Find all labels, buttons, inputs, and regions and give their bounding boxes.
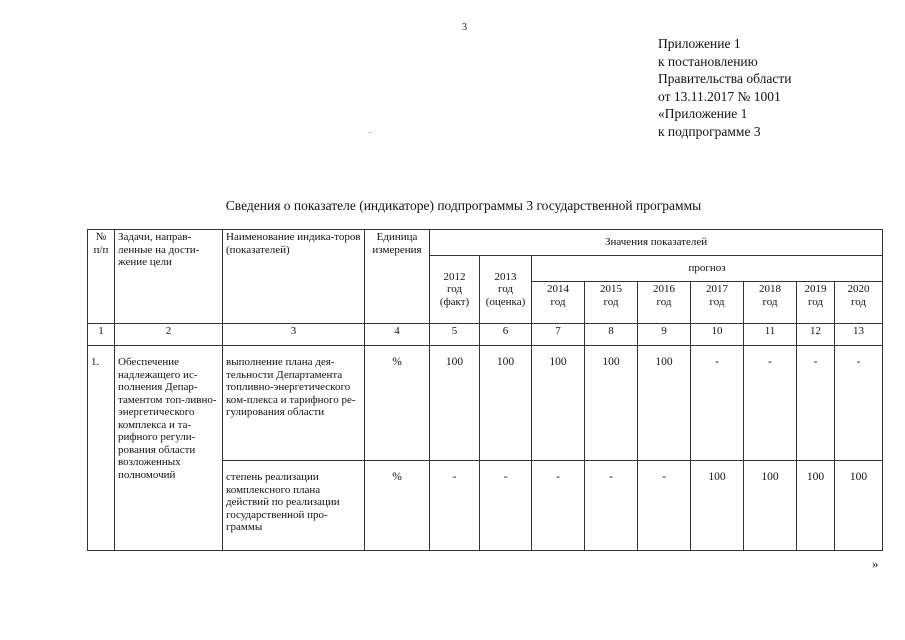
year-note: год (оценка) [485,283,526,308]
appendix-header [658,35,791,140]
value-cell: - [744,346,797,461]
header-indicator-name: Наименование индика-торов (показателей) [223,230,365,324]
header-year-2015 [585,282,638,324]
year-label: 2016 [653,283,675,295]
value-cell: - [532,461,585,551]
year-label: 2014 [547,283,569,295]
page-number: 3 [462,22,467,33]
year-note: год [762,295,778,308]
year-label: 2013 [494,270,517,283]
header-year-2020 [835,282,883,324]
header-tasks: Задачи, направ-ленные на дости-жение цели [115,230,223,324]
value-cell: 100 [532,346,585,461]
appendix-line: от 13.11.2017 № 1001 [658,88,781,104]
stray-mark: . [369,126,371,135]
column-number: 13 [835,324,883,346]
column-number: 11 [744,324,797,346]
indicator-name: выполнение плана дея-тельности Департамента топливно-энергетического ком-плекса и тарифного ре-гулирования области [223,346,365,461]
column-number: 10 [691,324,744,346]
year-note: год (факт) [439,283,470,308]
column-number: 9 [638,324,691,346]
appendix-line: к постановлению [658,53,758,69]
year-note: год [709,295,725,308]
value-cell: - [585,461,638,551]
column-number: 1 [88,324,115,346]
indicator-unit: % [365,461,430,551]
header-year-2013 [480,256,532,324]
value-cell: 100 [430,346,480,461]
header-year-2016 [638,282,691,324]
column-number: 7 [532,324,585,346]
column-number: 12 [797,324,835,346]
year-label: 2012 [443,270,466,283]
year-note: год [807,295,824,308]
value-cell: 100 [585,346,638,461]
value-cell: 100 [797,461,835,551]
column-number: 2 [115,324,223,346]
value-cell: 100 [744,461,797,551]
value-cell: - [835,346,883,461]
appendix-line: Правительства области [658,71,792,86]
closing-quote: » [872,556,879,571]
indicator-unit: % [365,346,430,461]
year-note: год [851,295,867,308]
year-label: 2018 [759,283,781,295]
appendix-line: Приложение 1 [658,36,741,51]
value-cell: 100 [480,346,532,461]
value-cell: - [638,461,691,551]
header-year-2014 [532,282,585,324]
indicator-name: степень реализации комплексного плана действий по реализации государственной про-граммы [223,461,365,551]
year-label: 2017 [706,283,728,295]
value-cell: 100 [638,346,691,461]
appendix-line: «Приложение 1 [658,106,748,121]
column-number: 8 [585,324,638,346]
header-year-2012 [430,256,480,324]
task-cell: Обеспечение надлежащего ис-полнения Депар-таментом топ-ливно-энергетического комплекса и та-рифного регули-рования области возложенных полномочий [115,346,223,551]
header-unit: Единица измерения [365,230,430,324]
header-forecast: прогноз [532,256,883,282]
appendix-line: к подпрограмме 3 [658,123,761,139]
year-label: 2020 [847,283,870,295]
column-number: 5 [430,324,480,346]
year-label: 2019 [804,283,827,295]
column-number: 3 [223,324,365,346]
document-title [0,198,905,214]
value-cell: - [430,461,480,551]
column-number: 4 [365,324,430,346]
value-cell: - [691,346,744,461]
header-year-2017 [691,282,744,324]
header-year-2018 [744,282,797,324]
year-note: год [656,295,672,308]
column-number: 6 [480,324,532,346]
document-title-text: Сведения о показателе (индикаторе) подпрограммы 3 государственной программы [225,198,702,213]
year-note: год [550,295,566,308]
value-cell: 100 [835,461,883,551]
value-cell: 100 [691,461,744,551]
header-year-2019 [797,282,835,324]
indicators-table [87,229,883,551]
header-num: № п/п [88,230,115,324]
year-note: год [603,295,619,308]
row-number: 1. [88,346,115,551]
value-cell: - [797,346,835,461]
value-cell: - [480,461,532,551]
header-values: Значения показателей [430,230,883,256]
year-label: 2015 [600,283,622,295]
